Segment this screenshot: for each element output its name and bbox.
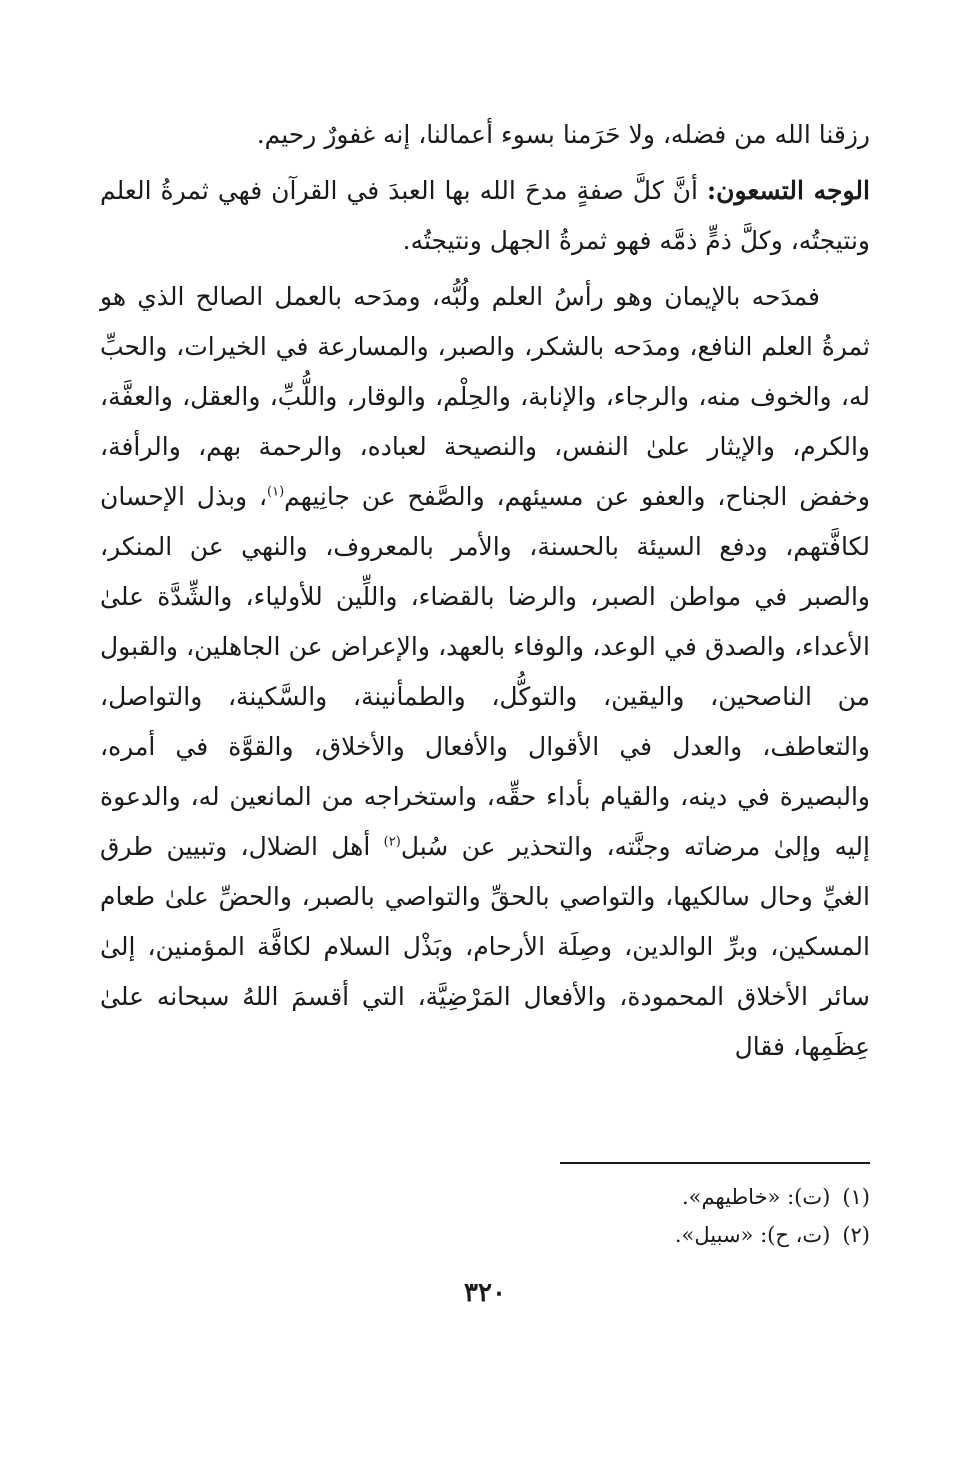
section-text: أنَّ كلَّ صفةٍ مدحَ الله بها العبدَ في القرآن فهي ثمرةُ العلم ونتيجتُه، وكلَّ ذمٍّ ذمَّه فهو ثمرةُ الجهل ونتيجتُه.: [100, 176, 870, 255]
main-paragraph: [100, 272, 870, 1072]
footnote-ref-2[interactable]: (٢): [383, 834, 401, 850]
footnote-divider: [560, 1162, 870, 1164]
section-heading: الوجه التسعون:: [706, 176, 870, 205]
footnote-number: (١): [842, 1185, 870, 1209]
footnote-2: [100, 1216, 870, 1254]
main-text-part-1: فمدَحه بالإيمان وهو رأسُ العلم ولُبُّه، ومدَحه بالعمل الصالح الذي هو ثمرةُ العلم النافع، ومدَحه بالشكر، والصبر، والمسارعة في الخيرات، والحبِّ له، والخوف منه، والرجاء، والإنابة، والحِلْم، والوقار، واللُّبِّ، والعقل، والعفَّة، والكرم، والإيثار علىٰ النفس، والنصيحة لعباده، والرحمة بهم، والرأفة، وخفض الجناح، والعفو عن مسيئهم، والصَّفح عن جانِيهم: [100, 282, 870, 511]
main-text-part-2: ، وبذل الإحسان لكافَّتهم، ودفع السيئة بالحسنة، والأمر بالمعروف، والنهي عن المنكر، والصبر في مواطن الصبر، والرضا بالقضاء، واللِّين للأولياء، والشِّدَّة علىٰ الأعداء، والصدق في الوعد، والوفاء بالعهد، والإعراض عن الجاهلين، والقبول من الناصحين، واليقين، والتوكُّل، والطمأنينة، والسَّكينة، والتواصل، والتعاطف، والعدل في الأقوال والأفعال والأخلاق، والقوَّة في أمره، والبصيرة في دينه، والقيام بأداء حقِّه، واستخراجه من المانعين له، والدعوة إليه وإلىٰ مرضاته وجنَّته، والتحذير عن سُبل: [100, 482, 870, 861]
footnote-ref-1[interactable]: (١): [267, 484, 285, 500]
closing-line: رزقنا الله من فضله، ولا حَرَمنا بسوء أعمالنا، إنه غفورٌ رحيم.: [256, 120, 870, 149]
book-page: [100, 110, 870, 1380]
main-text-part-3: أهل الضلال، وتبيين طرق الغيِّ وحال سالكيها، والتواصي بالحقِّ والتواصي بالصبر، والحضِّ علىٰ طعام المسكين، وبرِّ الوالدين، وصِلَة الأرحام، وبَذْل السلام لكافَّة المؤمنين، إلىٰ سائر الأخلاق المحمودة، والأفعال المَرْضِيَّة، التي أقسمَ اللهُ سبحانه علىٰ عِظَمِها، فقال: [100, 832, 870, 1061]
footnote-number: (٢): [842, 1223, 870, 1247]
footnotes: [100, 1178, 870, 1254]
footnote-text: (ت، ح): «سبيل».: [674, 1223, 831, 1247]
section-paragraph: [100, 166, 870, 266]
footnote-text: (ت): «خاطيهم».: [681, 1185, 831, 1209]
footnote-1: [100, 1178, 870, 1216]
page-number: ٣٢٠: [464, 1278, 506, 1308]
